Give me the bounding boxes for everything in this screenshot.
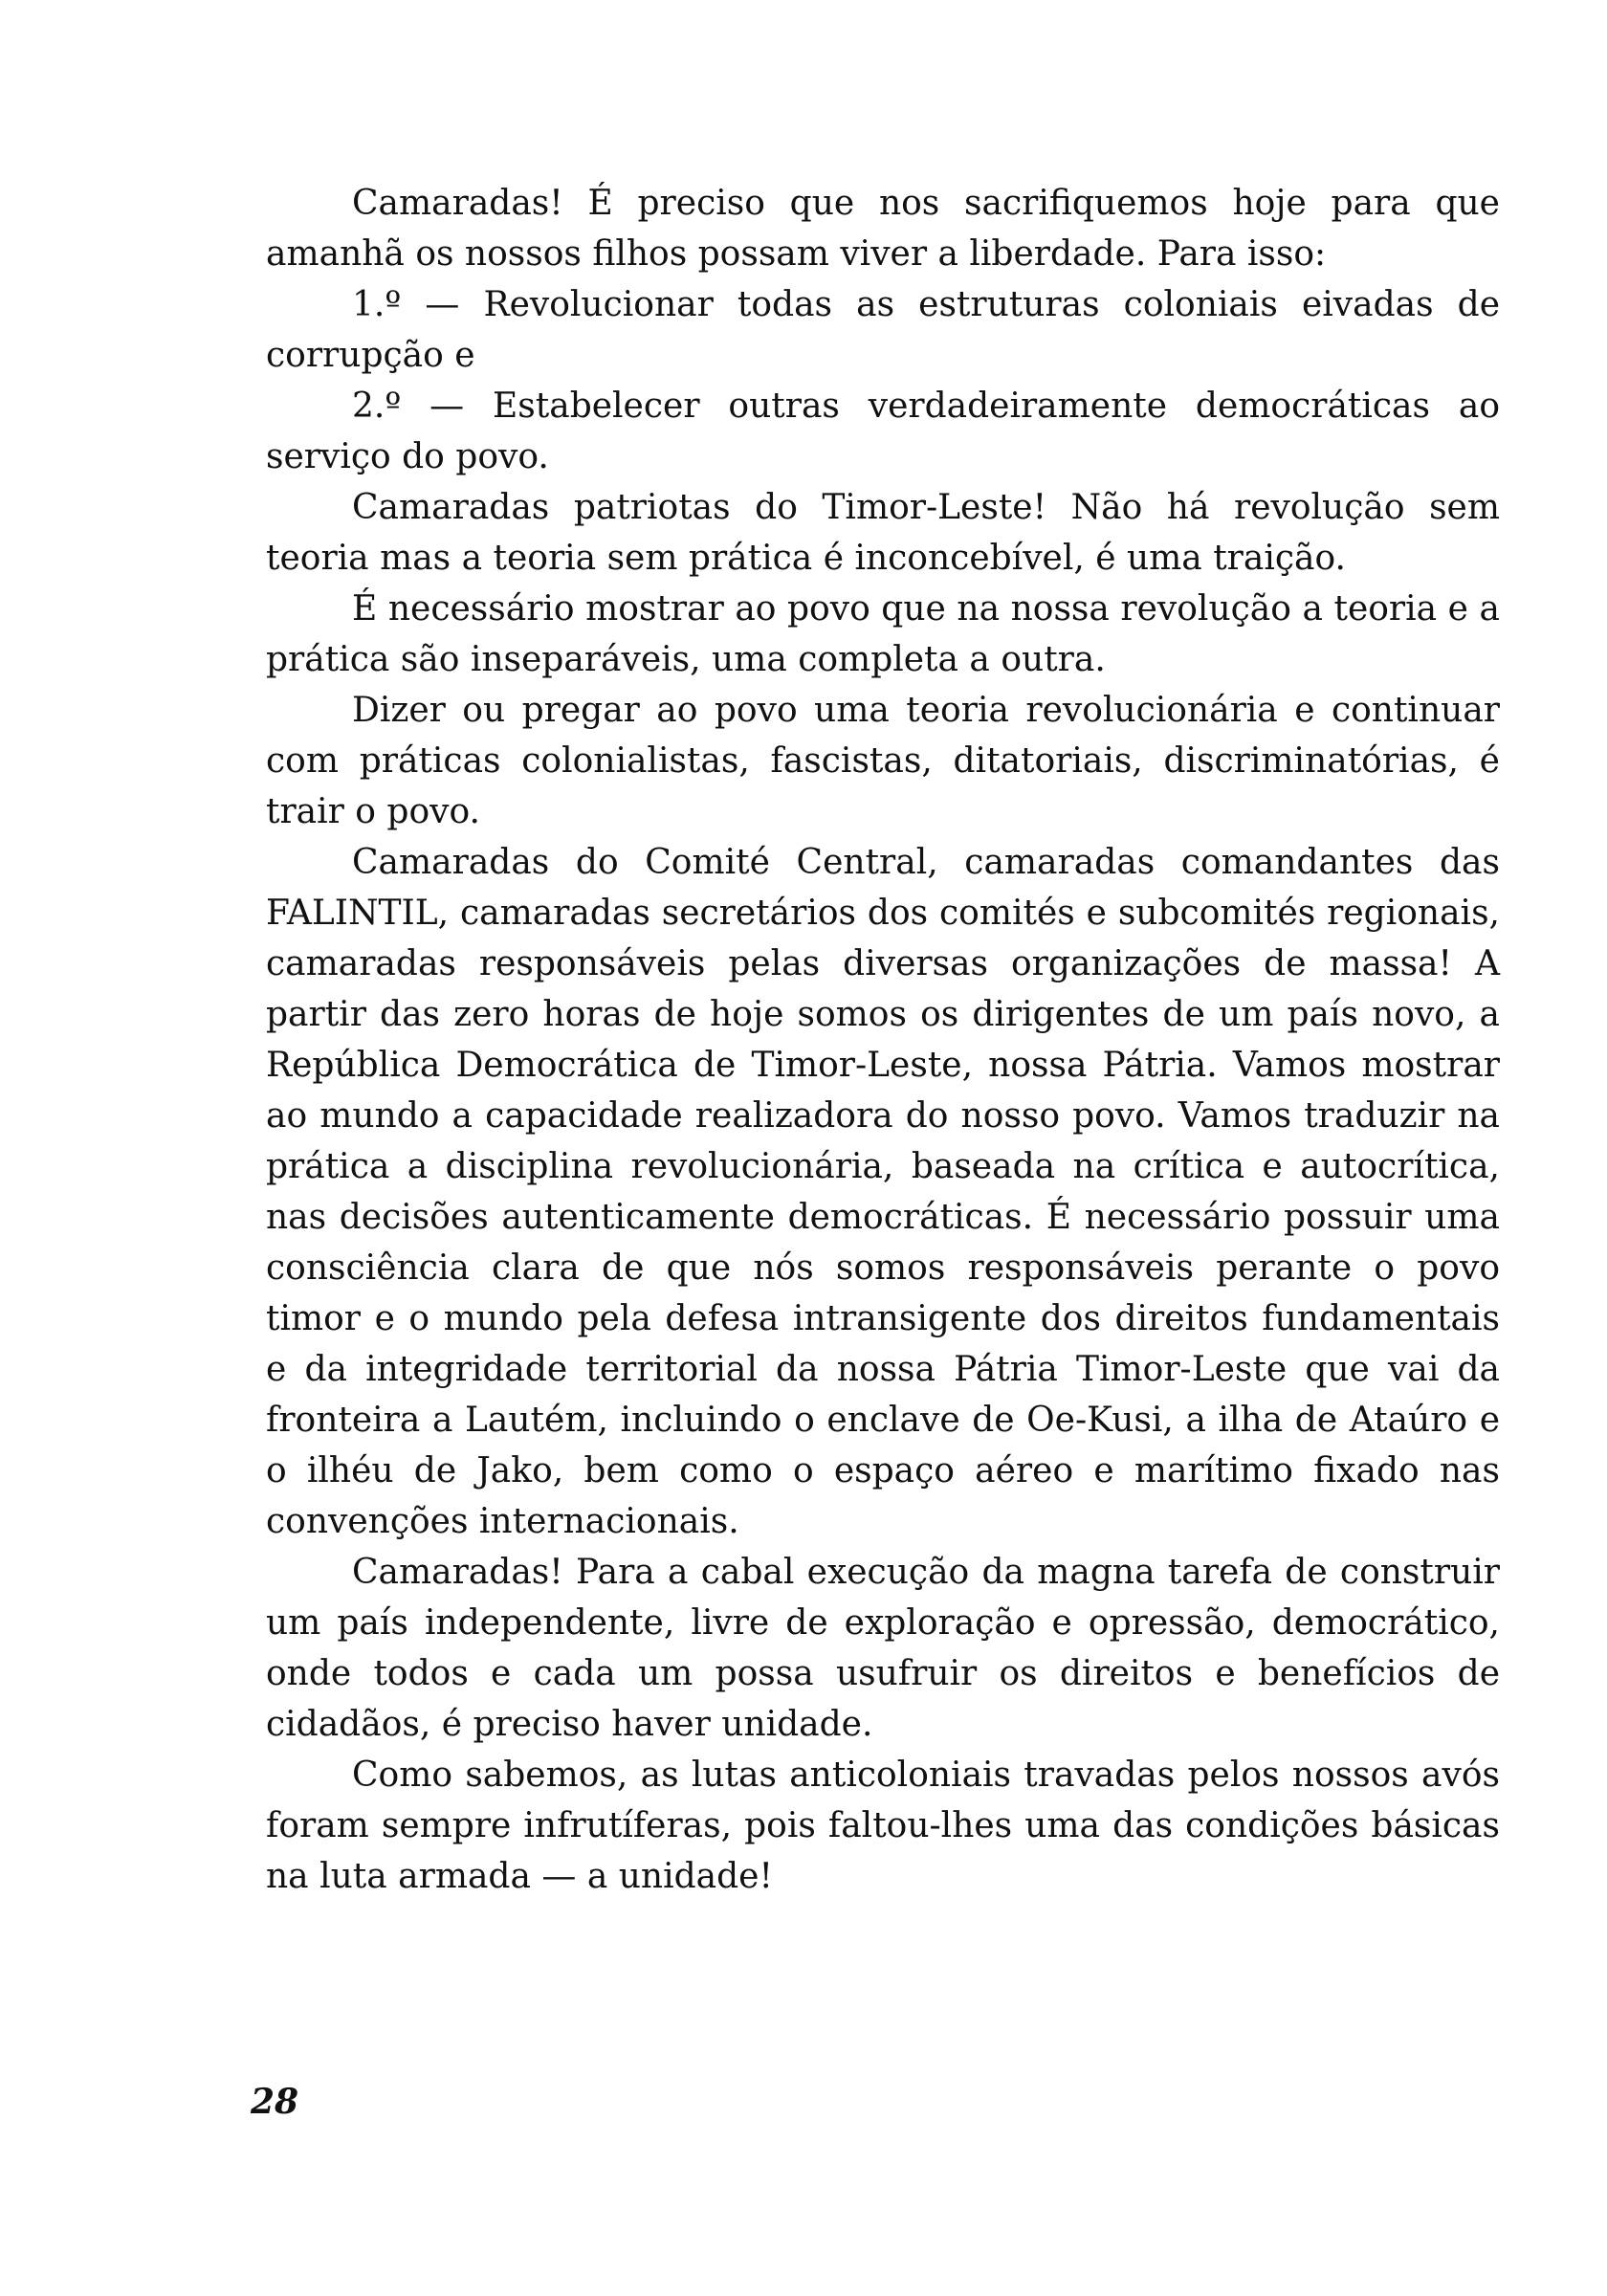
paragraph-6: Dizer ou pregar ao povo uma teoria revolucionária e continuar com práticas colonialistas, fascistas, ditatoriais, discriminatórias, é trair o povo. [266,691,1500,831]
body-text [266,178,1500,1902]
paragraph-4: Camaradas patriotas do Timor-Leste! Não há revolução sem teoria mas a teoria sem prática é inconcebível, é uma traição. [266,488,1500,578]
paragraph-7: Camaradas do Comité Central, camaradas comandantes das FALINTIL, camaradas secretários dos comités e subcomités regionais, camaradas responsáveis pelas diversas organizações de massa! A partir das zero horas de hoje somos os dirigentes de um país novo, a República Democrática de Timor-Leste, nossa Pátria. Vamos mostrar ao mundo a capacidade realizadora do nosso povo. Vamos traduzir na prática a disciplina revolucionária, baseada na crítica e autocrítica, nas decisões autenticamente democráticas. É necessário possuir uma consciência clara de que nós somos responsáveis perante o povo timor e o mundo pela defesa intransigente dos direitos fundamentais e da integridade territorial da nossa Pátria Timor-Leste que vai da fronteira a Lautém, incluindo o enclave de Oe-Kusi, a ilha de Ataúro e o ilhéu de Jako, bem como o espaço aéreo e marítimo fixado nas convenções internacionais. [266,843,1500,1541]
paragraph-5: É necessário mostrar ao povo que na nossa revolução a teoria e a prática são inseparáveis, uma completa a outra. [266,589,1500,679]
paragraph-1: Camaradas! É preciso que nos sacrifiquemos hoje para que amanhã os nossos filhos possam viver a liberdade. Para isso: [266,184,1500,274]
page-number: 28 [251,2082,299,2122]
paragraph-8: Camaradas! Para a cabal execução da magna tarefa de construir um país independente, livre de exploração e opressão, democrático, onde todos e cada um possa usufruir os direitos e benefícios de cidadãos, é preciso haver unidade. [266,1553,1500,1744]
paragraph-2: 1.º — Revolucionar todas as estruturas coloniais eivadas de corrupção e [266,285,1500,375]
paragraph-3: 2.º — Estabelecer outras verdadeiramente democráticas ao serviço do povo. [266,386,1500,476]
paragraph-9: Como sabemos, as lutas anticoloniais travadas pelos nossos avós foram sempre infrutíferas, pois faltou-lhes uma das condições básicas na luta armada — a unidade! [266,1755,1500,1896]
